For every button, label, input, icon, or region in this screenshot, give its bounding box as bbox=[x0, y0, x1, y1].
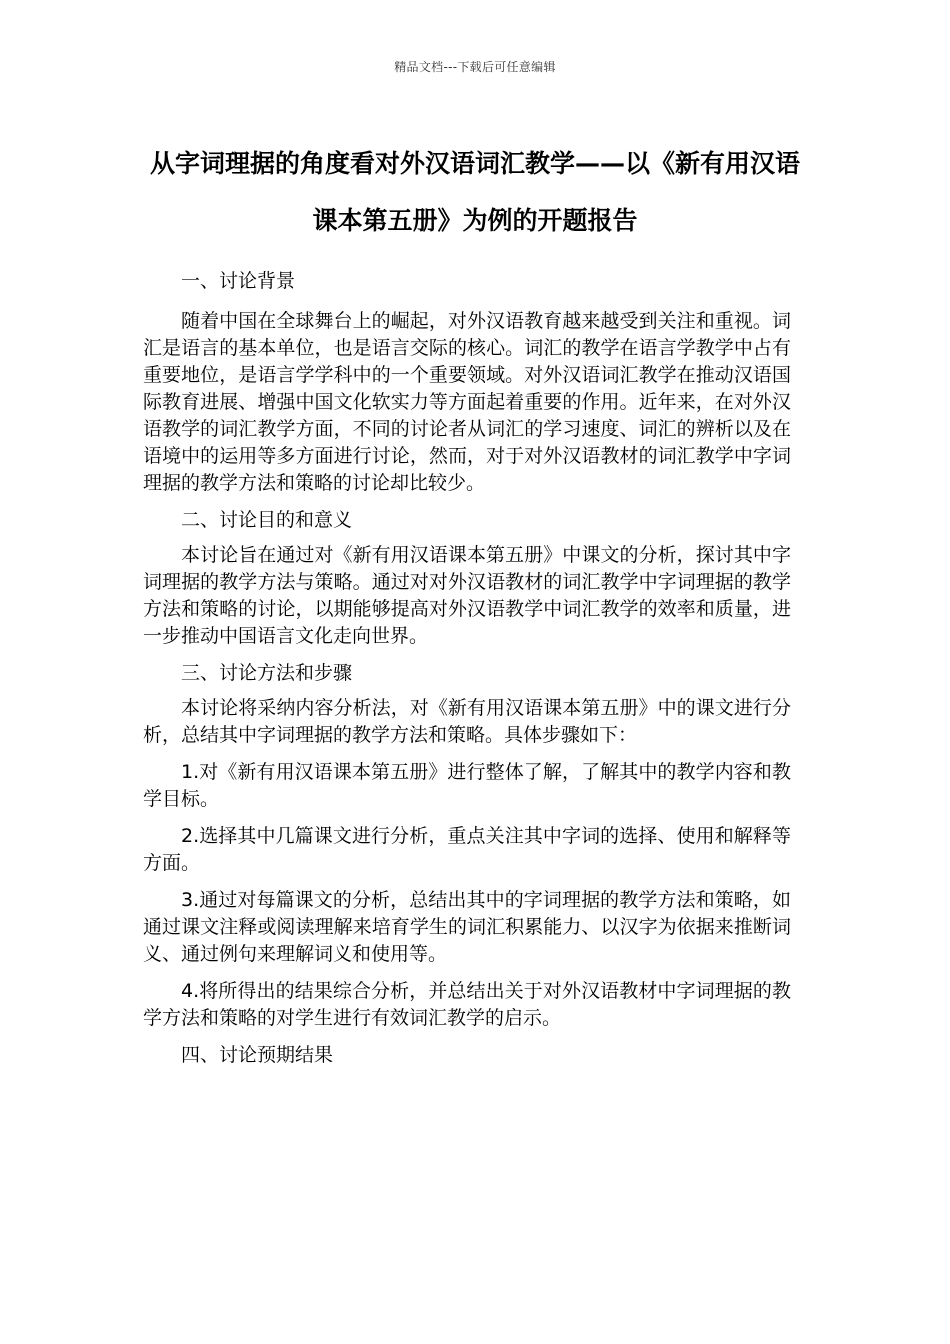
section-heading-purpose: 二、讨论目的和意义 bbox=[181, 509, 353, 531]
method-step-1: 1.对《新有用汉语课本第五册》进行整体了解，了解其中的教学内容和教学目标。 bbox=[143, 761, 791, 810]
section-heading-expected-results: 四、讨论预期结果 bbox=[181, 1044, 334, 1066]
paragraph-method: 本讨论将采纳内容分析法，对《新有用汉语课本第五册》中的课文进行分析，总结其中字词理据的教学方法和策略。具体步骤如下： bbox=[143, 697, 791, 746]
method-step-2: 2.选择其中几篇课文进行分析，重点关注其中字词的选择、使用和解释等方面。 bbox=[143, 825, 791, 874]
document-body bbox=[143, 268, 791, 1077]
method-step-3: 3.通过对每篇课文的分析，总结出其中的字词理据的教学方法和策略，如通过课文注释或阅读理解来培育学生的词汇积累能力、以汉字为依据来推断词义、通过例句来理解词义和使用等。 bbox=[143, 889, 791, 965]
page-header: 精品文档---下载后可任意编辑 bbox=[394, 60, 556, 74]
paragraph-purpose: 本讨论旨在通过对《新有用汉语课本第五册》中课文的分析，探讨其中字词理据的教学方法与策略。通过对对外汉语教材的词汇教学中字词理据的教学方法和策略的讨论，以期能够提高对外汉语教学中词汇教学的效率和质量，进一步推动中国语言文化走向世界。 bbox=[143, 544, 791, 647]
method-step-4: 4.将所得出的结果综合分析，并总结出关于对外汉语教材中字词理据的教学方法和策略的对学生进行有效词汇教学的启示。 bbox=[143, 980, 791, 1029]
section-heading-method: 三、讨论方法和步骤 bbox=[181, 662, 353, 684]
paragraph-background: 随着中国在全球舞台上的崛起，对外汉语教育越来越受到关注和重视。词汇是语言的基本单位，也是语言交际的核心。词汇的教学在语言学教学中占有重要地位，是语言学学科中的一个重要领域。对外汉语词汇教学在推动汉语国际教育进展、增强中国文化软实力等方面起着重要的作用。近年来，在对外汉语教学的词汇教学方面，不同的讨论者从词汇的学习速度、词汇的辨析以及在语境中的运用等多方面进行讨论，然而，对于对外汉语教材的词汇教学中字词理据的教学方法和策略的讨论却比较少。 bbox=[143, 310, 791, 494]
section-heading-background: 一、讨论背景 bbox=[181, 270, 296, 292]
document-title: 从字词理据的角度看对外汉语词汇教学——以《新有用汉语课本第五册》为例的开题报告 bbox=[149, 149, 800, 235]
